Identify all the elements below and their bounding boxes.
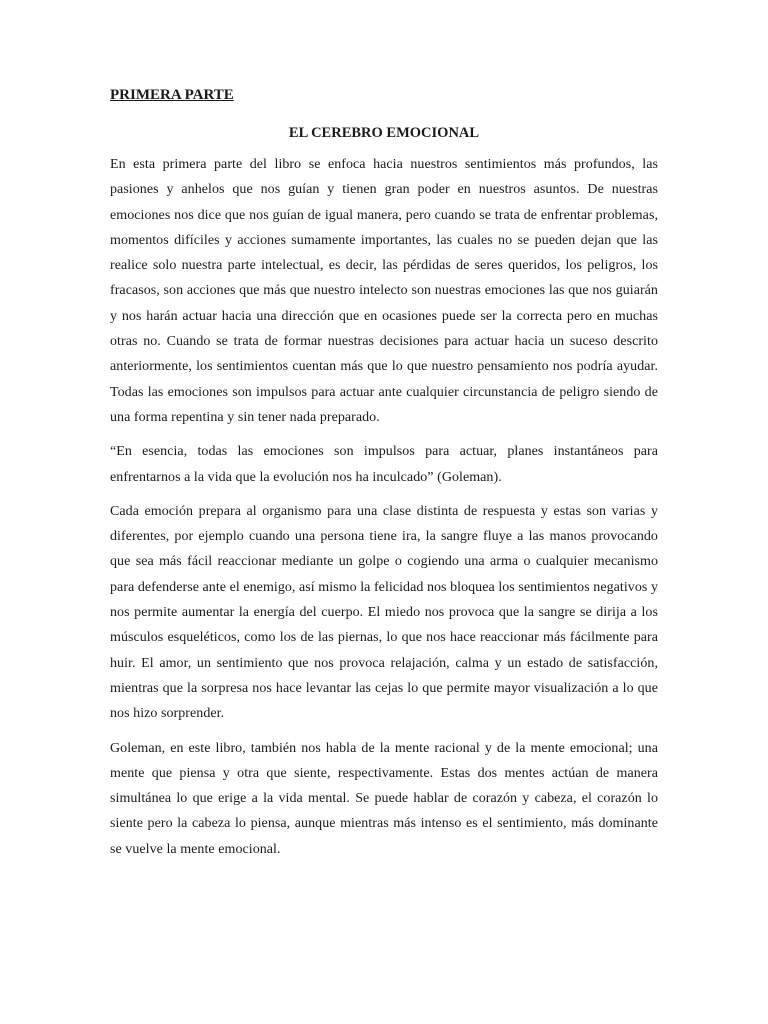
document-page [110,84,658,871]
part-heading: PRIMERA PARTE [110,87,234,103]
quote-paragraph: “En esencia, todas las emociones son impulsos para actuar, planes instantáneos para enfrentarnos a la vida que la evolución nos ha inculcado” (Goleman). [110,444,658,485]
body-paragraph-1: En esta primera parte del libro se enfoca hacia nuestros sentimientos más profundos, las pasiones y anhelos que nos guían y tienen gran poder en nuestros asuntos. De nuestras emociones nos dice que nos guían de igual manera, pero cuando se trata de enfrentar problemas, momentos difíciles y acciones sumamente importantes, las cuales no se pueden dejan que las realice solo nuestra parte intelectual, es decir, las pérdidas de seres queridos, los peligros, los fracasos, son acciones que más que nuestro intelecto son nuestras emociones las que nos guiarán y nos harán actuar hacia una dirección que en ocasiones puede ser la correcta pero en muchas otras no. Cuando se trata de formar nuestras decisiones para actuar hacia un suceso descrito anteriormente, los sentimientos cuentan más que lo que nuestro pensamiento nos podría ayudar. Todas las emociones son impulsos para actuar ante cualquier circunstancia de peligro siendo de una forma repentina y sin tener nada preparado. [110,157,658,425]
body-paragraph-3: Goleman, en este libro, también nos habla de la mente racional y de la mente emocional; una mente que piensa y otra que siente, respectivamente. Estas dos mentes actúan de manera simultánea lo que erige a la vida mental. Se puede hablar de corazón y cabeza, el corazón lo siente pero la cabeza lo piensa, aunque mientras más intenso es el sentimiento, más dominante se vuelve la mente emocional. [110,740,658,857]
chapter-title: EL CEREBRO EMOCIONAL [288,125,480,141]
body-paragraph-2: Cada emoción prepara al organismo para una clase distinta de respuesta y estas son varias y diferentes, por ejemplo cuando una persona tiene ira, la sangre fluye a las manos provocando que sea más fácil reaccionar mediante un golpe o cogiendo una arma o cualquier mecanismo para defenderse ante el enemigo, así mismo la felicidad nos bloquea los sentimientos negativos y nos permite aumentar la energía del cuerpo. El miedo nos provoca que la sangre se dirija a los músculos esqueléticos, como los de las piernas, lo que nos hace reaccionar más fácilmente para huir. El amor, un sentimiento que nos provoca relajación, calma y un estado de satisfacción, mientras que la sorpresa nos hace levantar las cejas lo que permite mayor visualización a lo que nos hizo sorprender. [110,503,658,722]
